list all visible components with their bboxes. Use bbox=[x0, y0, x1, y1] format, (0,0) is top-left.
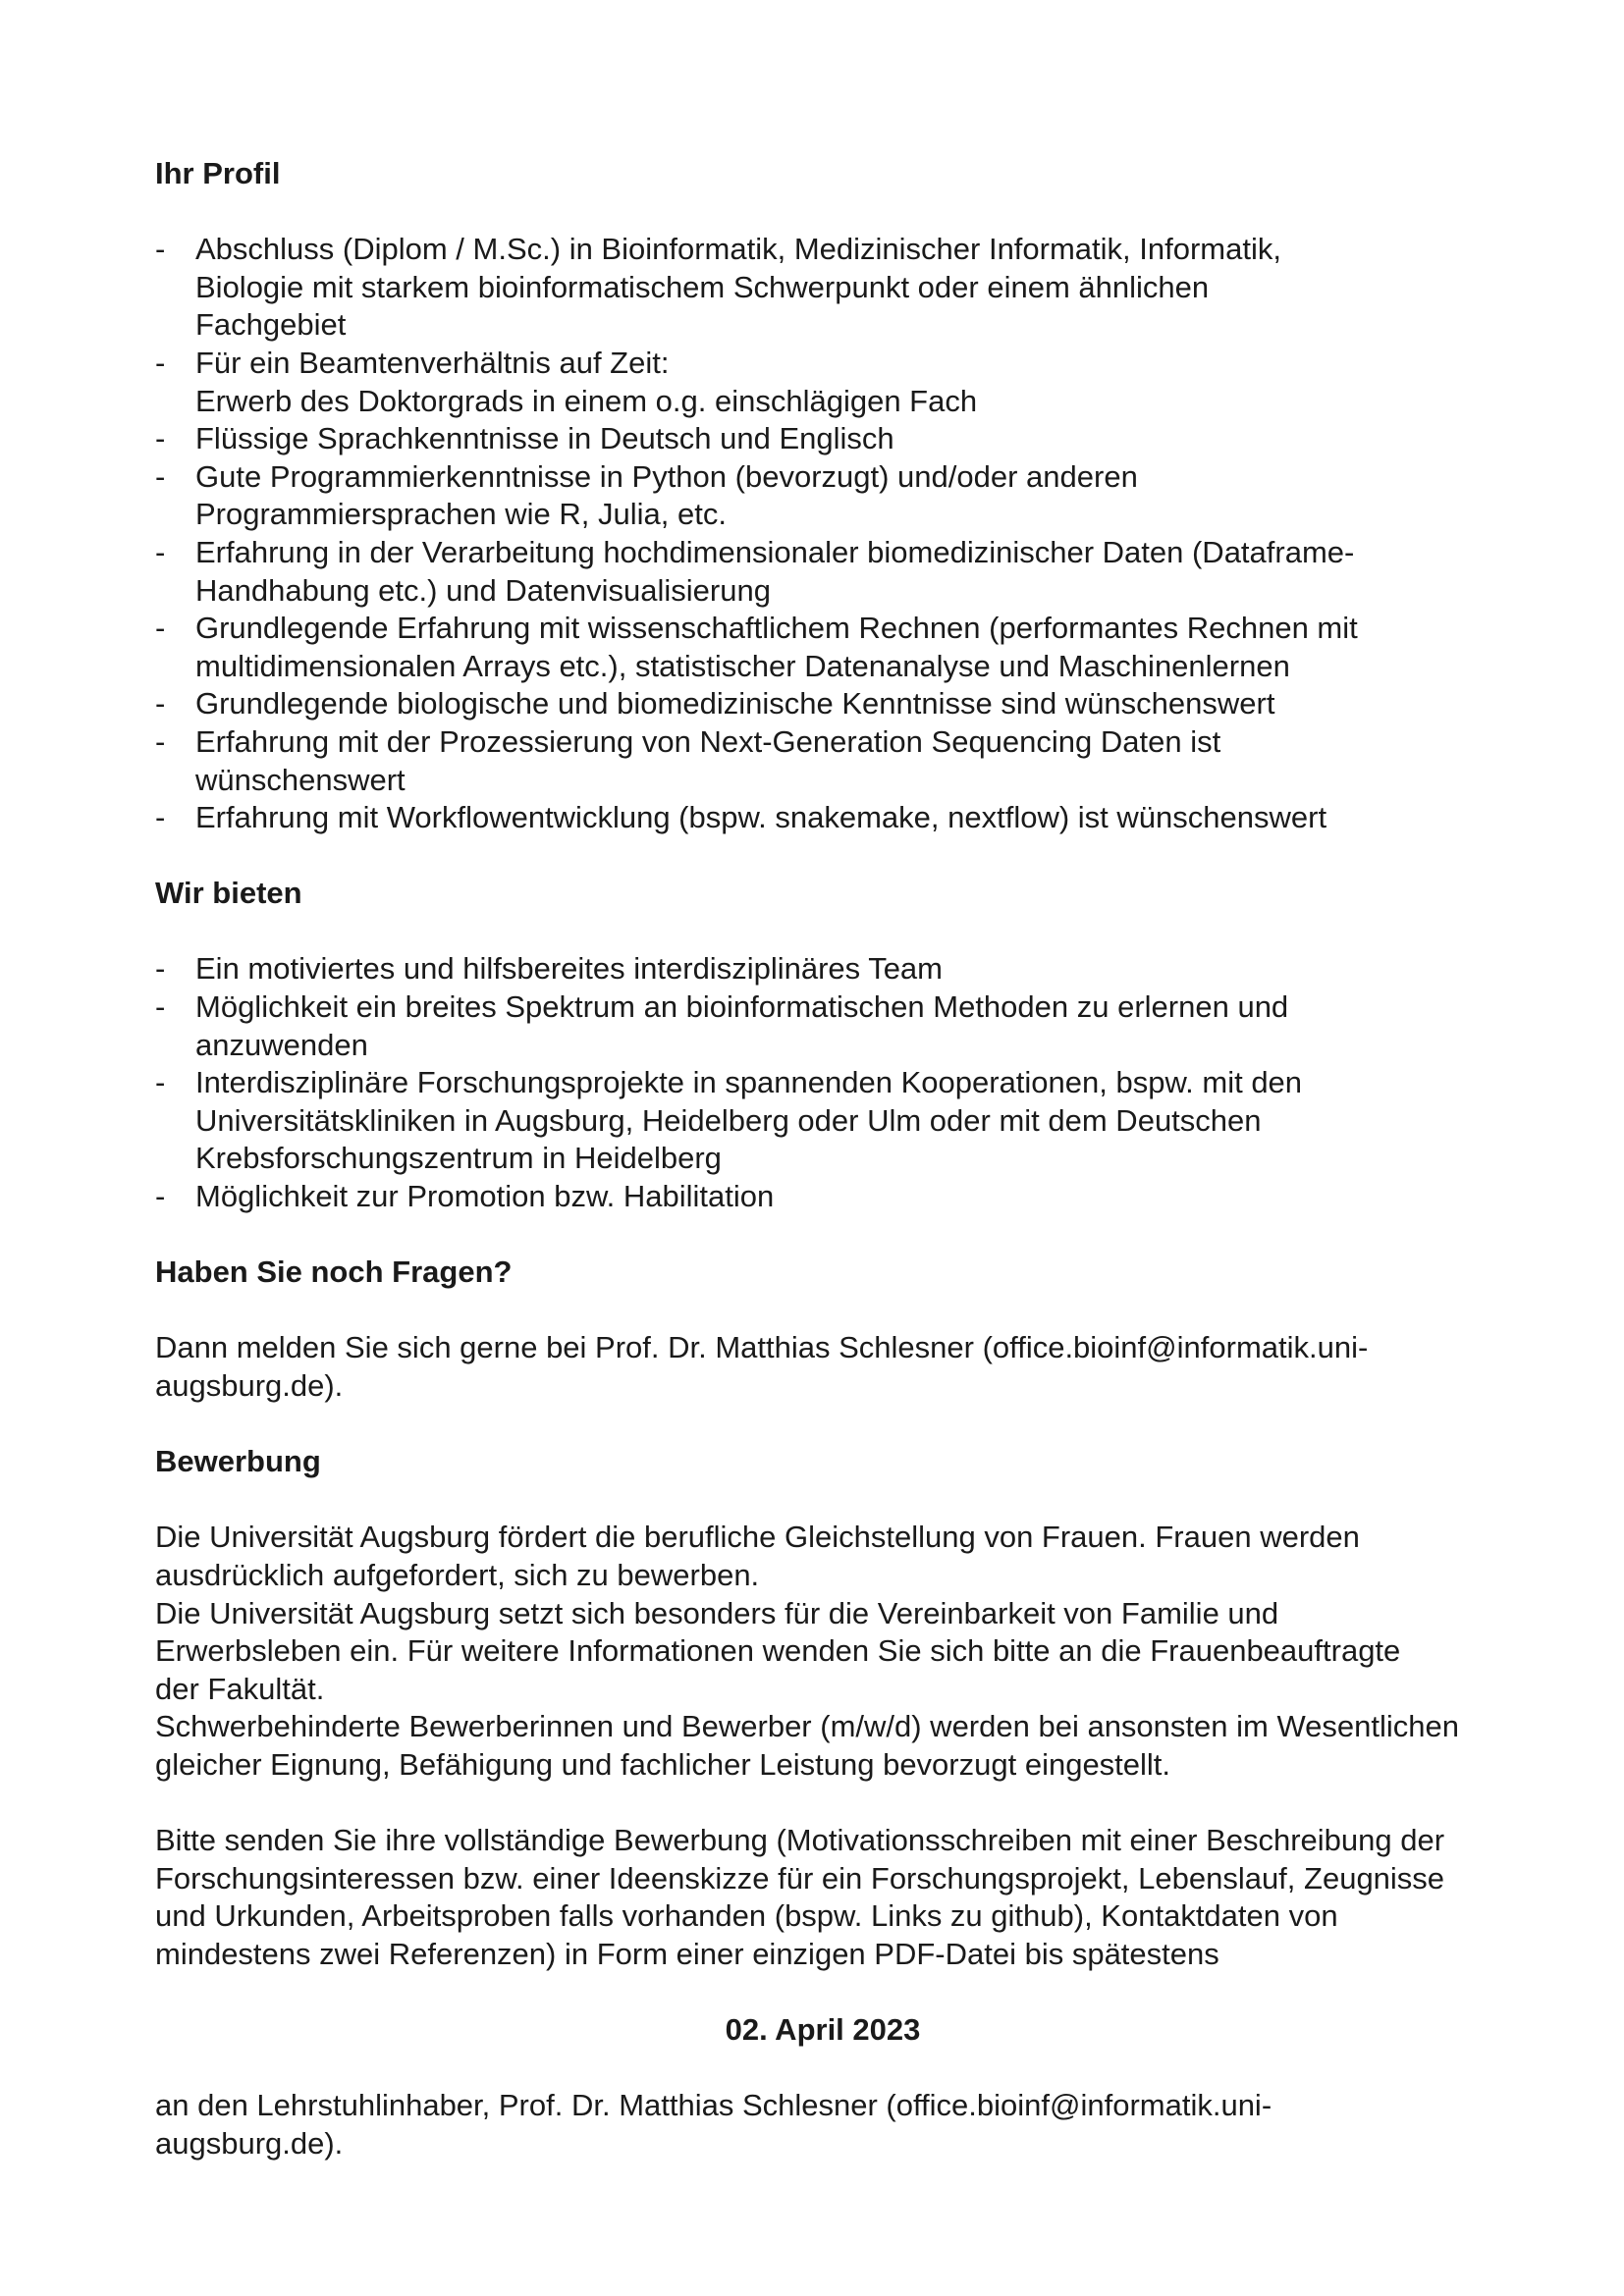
deadline-date: 02. April 2023 bbox=[725, 2012, 921, 2048]
document-page bbox=[155, 155, 1490, 2163]
application-heading: Bewerbung bbox=[155, 1444, 321, 1479]
list-item: - Grundlegende Erfahrung mit wissenschaftlichem Rechnen (performantes Rechnen mit multidimensionalen Arrays etc.), statistischer Datenanalyse und Maschinenlernen bbox=[155, 611, 1358, 683]
bullet-dash: - bbox=[155, 800, 166, 835]
bullet-dash: - bbox=[155, 611, 166, 646]
list-item: - Für ein Beamtenverhältnis auf Zeit: Erwerb des Doktorgrads in einem o.g. einschlägigen Fach bbox=[155, 345, 978, 418]
list-item: - Flüssige Sprachkenntnisse in Deutsch und Englisch bbox=[155, 420, 1490, 458]
submission-paragraph: Bitte senden Sie ihre vollständige Bewerbung (Motivationsschreiben mit einer Beschreibung der Forschungsinteressen bzw. einer Ideenskizze für ein Forschungsprojekt, Lebenslauf, Zeugnisse und Urkunden, Arbeitsproben falls vorhanden (bspw. Links zu github), Kontaktdaten von mindestens zwei Referenzen) in Form einer einzigen PDF-Datei bis spätestens bbox=[155, 1823, 1445, 1971]
equality-paragraph-1: Die Universität Augsburg fördert die berufliche Gleichstellung von Frauen. Frauen werden ausdrücklich aufgefordert, sich zu bewerben. bbox=[155, 1520, 1360, 1592]
bullet-dash: - bbox=[155, 951, 166, 987]
bullet-dash: - bbox=[155, 989, 166, 1025]
bullet-dash: - bbox=[155, 1065, 166, 1100]
equality-paragraph-2: Die Universität Augsburg setzt sich besonders für die Vereinbarkeit von Familie und Erwerbsleben ein. Für weitere Informationen wenden Sie sich bitte an die Frauenbeauftragte der Fakultät. bbox=[155, 1595, 1401, 1706]
equality-paragraph-3: Schwerbehinderte Bewerberinnen und Bewerber (m/w/d) werden bei ansonsten im Wesentlichen gleicher Eignung, Befähigung und fachlicher Leistung bevorzugt eingestellt. bbox=[155, 1709, 1459, 1782]
profile-heading: Ihr Profil bbox=[155, 156, 281, 190]
offer-heading: Wir bieten bbox=[155, 876, 302, 911]
list-item: - Abschluss (Diplom / M.Sc.) in Bioinformatik, Medizinischer Informatik, Informatik, Biologie mit starkem bioinformatischem Schwerpunkt oder einem ähnlichen Fachgebiet bbox=[155, 232, 1281, 343]
bullet-dash: - bbox=[155, 723, 166, 759]
bullet-dash: - bbox=[155, 534, 166, 569]
list-item: - Möglichkeit ein breites Spektrum an bioinformatischen Methoden zu erlernen und anzuwenden bbox=[155, 989, 1289, 1062]
list-item: - Erfahrung in der Verarbeitung hochdimensionaler biomedizinischer Daten (Dataframe-Handhabung etc.) und Datenvisualisierung bbox=[155, 534, 1355, 608]
bullet-dash: - bbox=[155, 458, 166, 494]
list-item: - Möglichkeit zur Promotion bzw. Habilitation bbox=[155, 1178, 1490, 1216]
profile-list bbox=[155, 231, 1490, 837]
list-item: - Grundlegende biologische und biomedizinische Kenntnisse sind wünschenswert bbox=[155, 685, 1490, 723]
questions-text: Dann melden Sie sich gerne bei Prof. Dr. Matthias Schlesner (office.bioinf@informatik.uni-augsburg.de). bbox=[155, 1330, 1369, 1403]
bullet-dash: - bbox=[155, 345, 166, 380]
bullet-dash: - bbox=[155, 421, 166, 456]
bullet-dash: - bbox=[155, 686, 166, 721]
list-item: - Ein motiviertes und hilfsbereites interdisziplinäres Team bbox=[155, 950, 1490, 988]
offer-list bbox=[155, 950, 1490, 1215]
list-item: - Erfahrung mit Workflowentwicklung (bspw. snakemake, nextflow) ist wünschenswert bbox=[155, 799, 1490, 837]
questions-heading: Haben Sie noch Fragen? bbox=[155, 1255, 513, 1290]
list-item: - Interdisziplinäre Forschungsprojekte in spannenden Kooperationen, bspw. mit den Universitätskliniken in Augsburg, Heidelberg oder Ulm oder mit dem Deutschen Krebsforschungszentrum in Heidelberg bbox=[155, 1065, 1303, 1176]
recipient-paragraph: an den Lehrstuhlinhaber, Prof. Dr. Matthias Schlesner (office.bioinf@informatik.uni-augsburg.de). bbox=[155, 2088, 1272, 2161]
list-item: - Erfahrung mit der Prozessierung von Next-Generation Sequencing Daten ist wünschenswert bbox=[155, 723, 1221, 797]
bullet-dash: - bbox=[155, 1179, 166, 1214]
list-item: - Gute Programmierkenntnisse in Python (bevorzugt) und/oder anderen Programmiersprachen wie R, Julia, etc. bbox=[155, 458, 1138, 532]
bullet-dash: - bbox=[155, 232, 166, 267]
